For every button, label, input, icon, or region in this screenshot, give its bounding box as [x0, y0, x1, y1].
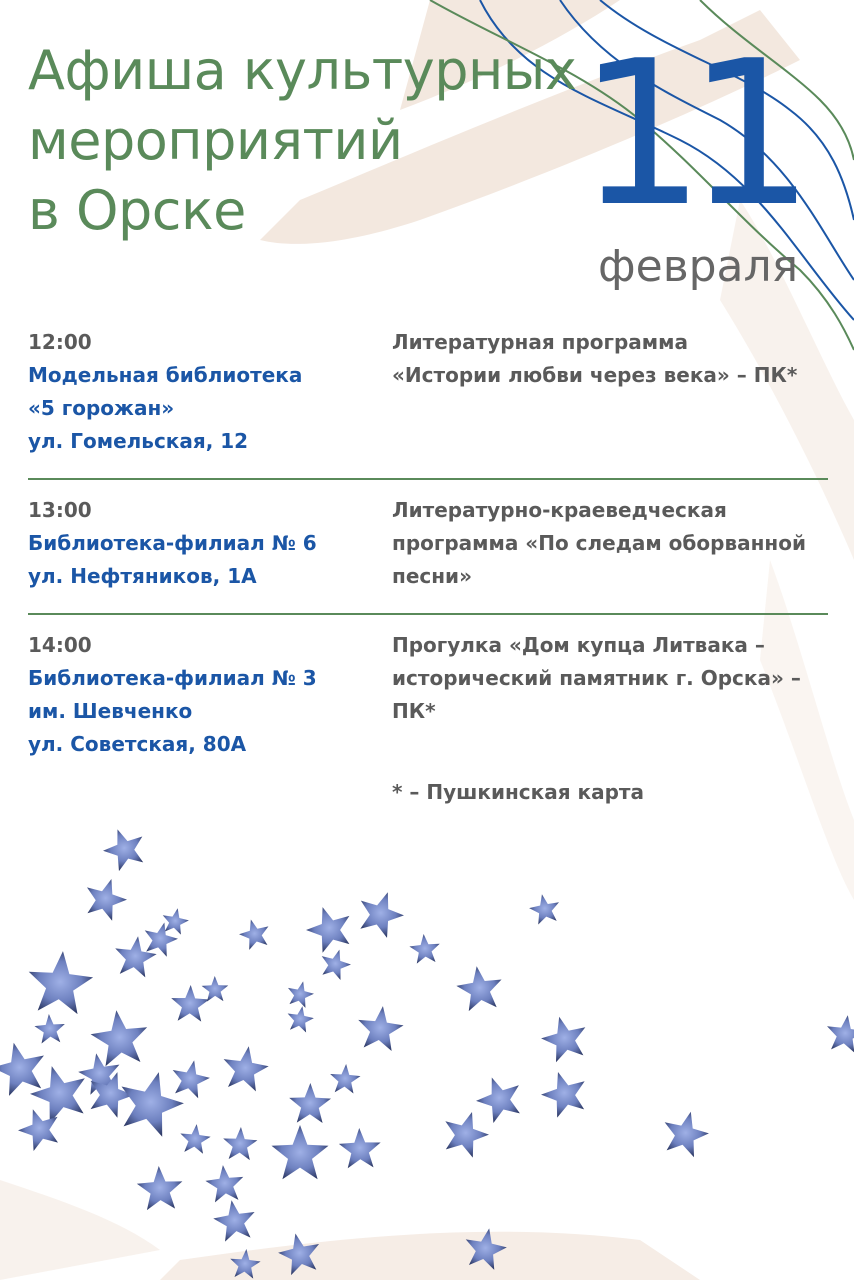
- event-description-line: Литературно-краеведческая: [392, 498, 727, 522]
- title-line: в Орске: [28, 179, 246, 242]
- star-icon: [454, 963, 505, 1012]
- star-icon: [80, 873, 132, 923]
- star-icon: [219, 1043, 271, 1093]
- event-description: [392, 494, 828, 593]
- star-icon: [204, 1163, 246, 1203]
- event-venue-line: «5 горожан»: [28, 396, 175, 420]
- star-icon: [527, 891, 562, 925]
- star-icon: [285, 1004, 316, 1034]
- event-description-line: Прогулка «Дом купца Литвака –: [392, 633, 765, 657]
- pushkin-card-footnote: * – Пушкинская карта: [392, 780, 645, 804]
- brush-stroke-left: [0, 1180, 160, 1280]
- event-description-line: Литературная программа: [392, 330, 688, 354]
- star-icon: [179, 1122, 212, 1154]
- event-venue-line: Модельная библиотека: [28, 363, 303, 387]
- event-venue-line: им. Шевченко: [28, 699, 193, 723]
- star-icon: [352, 885, 409, 941]
- star-icon: [112, 933, 159, 978]
- date-month: февраля: [598, 241, 799, 292]
- star-icon: [98, 822, 151, 874]
- poster-title: [28, 36, 588, 246]
- event-row: [28, 478, 828, 613]
- event-time: 14:00: [28, 633, 92, 657]
- event-venue-line: ул. Гомельская, 12: [28, 429, 249, 453]
- event-venue-line: ул. Советская, 80А: [28, 732, 247, 756]
- star-icon: [338, 1127, 381, 1168]
- event-description: [392, 326, 828, 458]
- star-icon: [25, 948, 95, 1015]
- date-day: 11: [578, 18, 797, 251]
- event-description-line: песни»: [392, 564, 472, 588]
- star-icon: [317, 945, 354, 981]
- event-description-line: ПК*: [392, 699, 436, 723]
- star-icon: [272, 1125, 329, 1179]
- star-icon: [34, 1013, 66, 1044]
- event-description-line: исторический памятник г. Орска» –: [392, 666, 801, 690]
- star-icon: [536, 1065, 592, 1120]
- event-time: 13:00: [28, 498, 92, 522]
- star-icon: [301, 900, 358, 955]
- star-icon: [284, 978, 316, 1009]
- star-icon: [0, 1037, 51, 1098]
- star-icon: [222, 1126, 258, 1160]
- event-venue-line: Библиотека-филиал № 6: [28, 531, 317, 555]
- star-icon: [537, 1011, 592, 1064]
- event-venue-block: [28, 494, 392, 593]
- event-row: [28, 322, 828, 478]
- star-icon: [170, 984, 209, 1022]
- star-icon: [289, 1083, 331, 1124]
- star-icon: [236, 916, 273, 952]
- star-icon: [329, 1063, 361, 1094]
- event-venue-block: [28, 629, 392, 761]
- event-row: [28, 613, 828, 781]
- star-icon: [355, 1003, 406, 1052]
- star-icon: [408, 933, 441, 964]
- title-line: мероприятий: [28, 109, 403, 172]
- stars-field: [0, 822, 854, 1279]
- star-icon: [201, 976, 228, 1002]
- star-icon: [136, 1165, 184, 1211]
- star-icon: [824, 1013, 854, 1054]
- title-line: Афиша культурных: [28, 39, 577, 102]
- star-icon: [211, 1197, 259, 1243]
- star-icon: [438, 1105, 494, 1160]
- event-description-line: «Истории любви через века» – ПК*: [392, 363, 798, 387]
- event-schedule: [28, 322, 828, 781]
- event-venue-line: Библиотека-филиал № 3: [28, 666, 317, 690]
- event-time: 12:00: [28, 330, 92, 354]
- star-icon: [470, 1070, 528, 1126]
- star-icon: [658, 1106, 713, 1159]
- event-venue-line: ул. Нефтяников, 1А: [28, 564, 257, 588]
- event-description-line: программа «По следам оборванной: [392, 531, 806, 555]
- star-icon: [168, 1056, 213, 1099]
- event-description: [392, 629, 828, 761]
- event-venue-block: [28, 326, 392, 458]
